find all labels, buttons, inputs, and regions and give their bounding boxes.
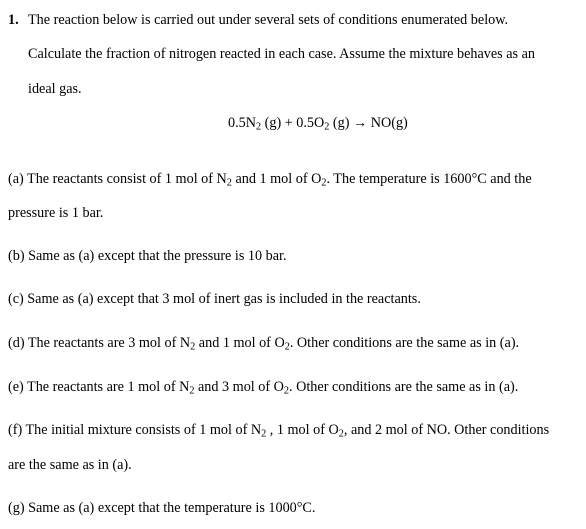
case-a-line-1 bbox=[8, 170, 532, 188]
text: and 3 mol of O bbox=[194, 379, 284, 395]
case-e bbox=[8, 378, 518, 396]
reaction-equation bbox=[228, 114, 408, 132]
reaction-part: (g) + 0.5O bbox=[261, 115, 325, 131]
subscript: 2 bbox=[283, 385, 290, 397]
intro-line-2: Calculate the fraction of nitrogen reacted in each case. Assume the mixture behaves as an bbox=[28, 46, 535, 62]
case-d bbox=[8, 334, 519, 352]
text: and 1 mol of O bbox=[195, 335, 285, 351]
case-a-line-2: pressure is 1 bar. bbox=[8, 205, 104, 221]
subscript: 2 bbox=[338, 428, 344, 440]
case-b: (b) Same as (a) except that the pressure is 10 bar. bbox=[8, 248, 287, 264]
subscript: 2 bbox=[324, 121, 330, 133]
problem-number: 1. bbox=[8, 12, 19, 28]
case-f-line-2: are the same as in (a). bbox=[8, 457, 132, 473]
text: (d) The reactants are 3 mol of N bbox=[8, 335, 191, 351]
subscript: 2 bbox=[190, 341, 196, 353]
subscript: 2 bbox=[284, 341, 290, 353]
text: . Other conditions are the same as in (a). bbox=[289, 335, 520, 351]
subscript: 2 bbox=[261, 428, 267, 440]
subscript: 2 bbox=[255, 121, 262, 133]
text: (e) The reactants are 1 mol of N bbox=[8, 379, 190, 395]
case-c: (c) Same as (a) except that 3 mol of inert gas is included in the reactants. bbox=[8, 291, 421, 307]
subscript: 2 bbox=[226, 177, 232, 189]
text: , 1 mol of O bbox=[266, 422, 339, 438]
intro-line-1: The reaction below is carried out under several sets of conditions enumerated below. bbox=[28, 12, 509, 28]
text: and 1 mol of O bbox=[231, 171, 322, 187]
case-f-line-1 bbox=[8, 421, 549, 439]
text: . Other conditions are the same as in (a). bbox=[289, 379, 519, 395]
case-g: (g) Same as (a) except that the temperature is 1000°C. bbox=[8, 500, 316, 516]
text: . The temperature is 1600°C and the bbox=[326, 171, 532, 187]
text: (f) The initial mixture consists of 1 mol of N bbox=[8, 422, 262, 438]
text: , and 2 mol of NO. Other conditions bbox=[343, 422, 550, 438]
reaction-part: (g) → NO(g) bbox=[329, 115, 408, 131]
subscript: 2 bbox=[189, 385, 195, 397]
reaction-part: 0.5N bbox=[228, 115, 256, 131]
text: (a) The reactants consist of 1 mol of N bbox=[8, 171, 227, 187]
intro-line-3: ideal gas. bbox=[28, 81, 82, 97]
subscript: 2 bbox=[321, 177, 327, 189]
